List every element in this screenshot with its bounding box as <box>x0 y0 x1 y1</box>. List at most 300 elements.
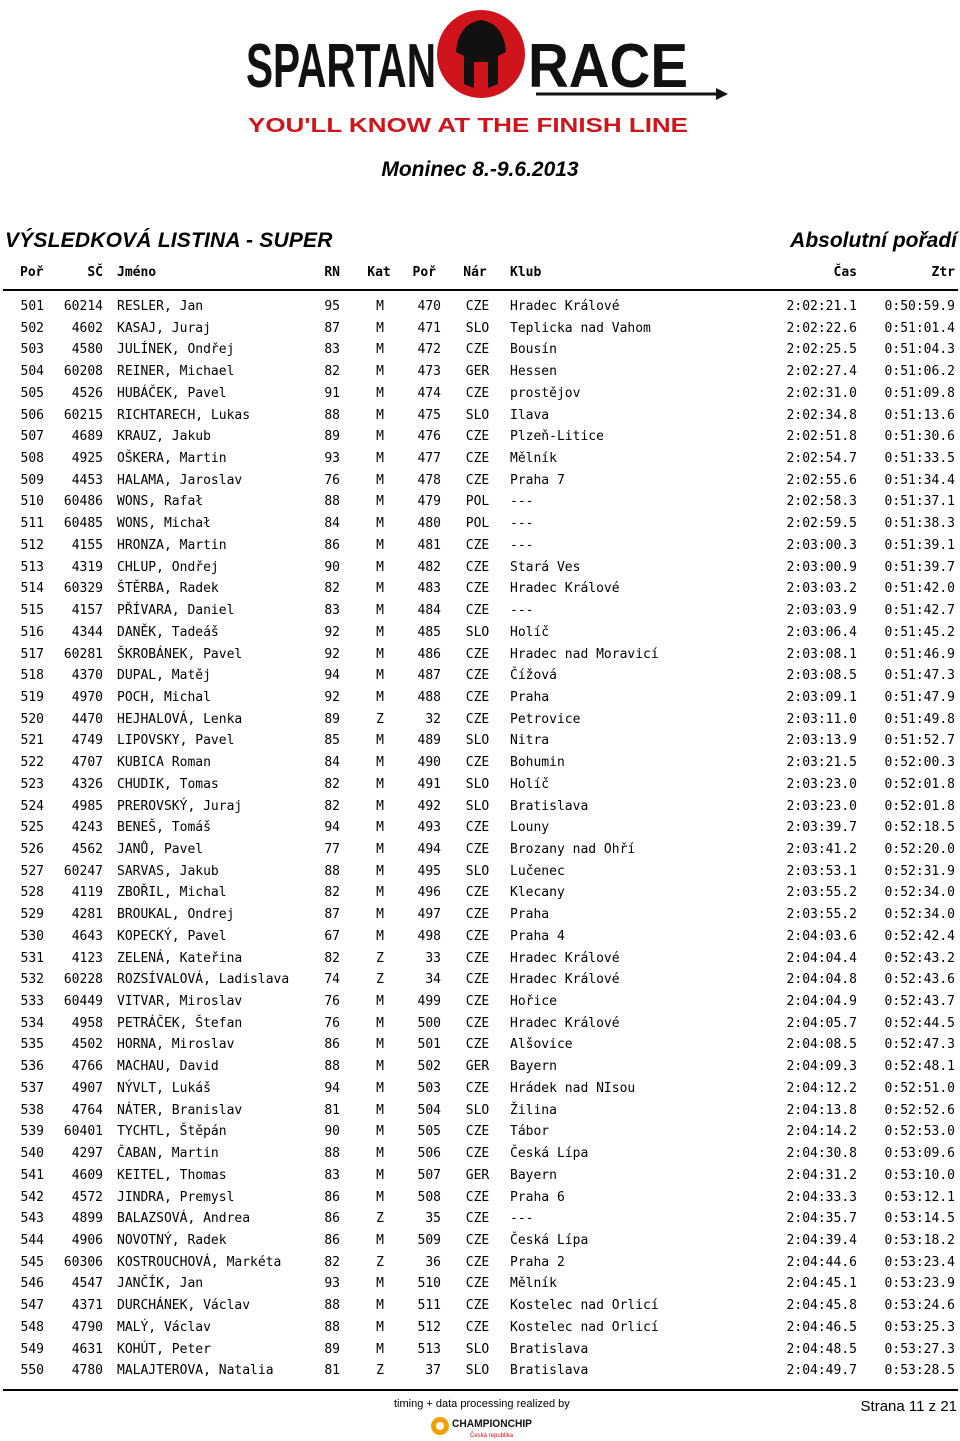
cell-loss: 0:53:12.1 <box>884 1189 955 1205</box>
cell-category-rank: 480 <box>417 516 441 532</box>
cell-birth-year: 89 <box>324 711 340 727</box>
cell-loss: 0:51:45.2 <box>884 624 955 640</box>
cell-club: --- <box>510 603 534 619</box>
cell-category-rank: 484 <box>417 603 441 619</box>
cell-bib: 4906 <box>71 1232 103 1248</box>
cell-nation: CZE <box>465 711 490 727</box>
table-row <box>0 558 960 578</box>
cell-name: NÁTER, Branislav <box>117 1102 243 1118</box>
cell-bib: 4453 <box>71 472 103 488</box>
cell-club: Petrovice <box>510 711 581 727</box>
cell-nation: CZE <box>465 385 490 401</box>
col-header-rank: Poř <box>20 265 44 280</box>
cell-loss: 0:51:47.3 <box>884 668 955 684</box>
cell-birth-year: 82 <box>324 798 340 814</box>
cell-birth-year: 88 <box>324 1146 340 1162</box>
cell-category-rank: 495 <box>417 863 441 879</box>
cell-rank: 519 <box>20 689 44 705</box>
cell-category-rank: 486 <box>417 646 441 662</box>
table-row <box>0 1057 960 1077</box>
cell-nation: POL <box>465 516 490 532</box>
cell-birth-year: 86 <box>324 1232 340 1248</box>
cell-name: POCH, Michal <box>117 689 211 705</box>
cell-bib: 4780 <box>71 1363 103 1379</box>
table-row <box>0 1144 960 1164</box>
cell-loss: 0:52:43.7 <box>884 994 955 1010</box>
cell-category: M <box>376 1080 384 1096</box>
cell-time: 2:04:14.2 <box>786 1124 857 1140</box>
cell-category: Z <box>376 1254 384 1270</box>
cell-bib: 4319 <box>71 559 103 575</box>
col-header-loss: Ztr <box>931 265 955 280</box>
cell-bib: 4326 <box>71 776 103 792</box>
cell-nation: SLO <box>465 1102 490 1118</box>
cell-time: 2:04:03.6 <box>786 928 857 944</box>
cell-category: M <box>376 559 384 575</box>
cell-loss: 0:51:42.7 <box>884 603 955 619</box>
cell-time: 2:04:09.3 <box>786 1059 857 1075</box>
cell-club: Mělník <box>510 1276 557 1292</box>
cell-loss: 0:51:13.6 <box>884 407 955 423</box>
cell-club: Mělník <box>510 451 557 467</box>
cell-bib: 60247 <box>63 863 103 879</box>
cell-birth-year: 82 <box>324 581 340 597</box>
cell-time: 2:02:55.6 <box>786 472 857 488</box>
cell-category-rank: 512 <box>417 1319 441 1335</box>
cell-category: M <box>376 342 384 358</box>
cell-category-rank: 483 <box>417 581 441 597</box>
cell-bib: 4155 <box>71 537 103 553</box>
cell-nation: CZE <box>465 299 490 314</box>
cell-category-rank: 472 <box>417 342 441 358</box>
cell-birth-year: 74 <box>324 972 340 988</box>
table-row <box>0 1340 960 1360</box>
cell-loss: 0:52:43.2 <box>884 950 955 966</box>
cell-category: M <box>376 320 384 336</box>
cell-name: PŘÍVARA, Daniel <box>117 603 235 619</box>
cell-loss: 0:51:30.6 <box>884 429 955 445</box>
cell-bib: 4970 <box>71 689 103 705</box>
cell-name: KASAJ, Juraj <box>117 320 211 336</box>
table-row <box>0 579 960 599</box>
cell-time: 2:04:08.5 <box>786 1037 857 1053</box>
cell-category-rank: 490 <box>417 755 441 771</box>
cell-name: ZBOŘIL, Michal <box>117 885 227 901</box>
cell-club: Nitra <box>510 733 550 749</box>
page-number: Strana 11 z 21 <box>860 1398 957 1415</box>
cell-bib: 4958 <box>71 1015 103 1031</box>
cell-loss: 0:51:47.9 <box>884 689 955 705</box>
cell-name: PETRÁČEK, Štefan <box>117 1015 243 1031</box>
table-row <box>0 1296 960 1316</box>
cell-birth-year: 82 <box>324 776 340 792</box>
cell-name: KEITEL, Thomas <box>117 1167 227 1183</box>
cell-rank: 546 <box>20 1276 44 1292</box>
cell-category-rank: 503 <box>417 1080 441 1096</box>
cell-name: MALÝ, Václav <box>117 1319 211 1335</box>
cell-nation: CZE <box>465 820 490 836</box>
cell-name: HALAMA, Jaroslav <box>117 472 243 488</box>
table-row <box>0 1318 960 1338</box>
cell-nation: SLO <box>465 776 490 792</box>
cell-name: NÝVLT, Lukáš <box>117 1080 211 1096</box>
cell-rank: 541 <box>20 1167 44 1183</box>
cell-name: BROUKAL, Ondrej <box>117 907 235 923</box>
cell-rank: 527 <box>20 863 44 879</box>
cell-category-rank: 497 <box>417 907 441 923</box>
cell-name: ČABAN, Martin <box>117 1146 219 1162</box>
cell-birth-year: 88 <box>324 1298 340 1314</box>
timing-credit: timing + data processing realized by <box>394 1398 570 1410</box>
cell-bib: 4526 <box>71 385 103 401</box>
cell-category: M <box>376 1189 384 1205</box>
cell-loss: 0:52:53.0 <box>884 1124 955 1140</box>
cell-birth-year: 84 <box>324 755 340 771</box>
cell-time: 2:02:31.0 <box>786 385 857 401</box>
cell-rank: 525 <box>20 820 44 836</box>
table-row <box>0 710 960 730</box>
cell-bib: 4297 <box>71 1146 103 1162</box>
cell-birth-year: 92 <box>324 689 340 705</box>
table-row <box>0 753 960 773</box>
cell-birth-year: 67 <box>324 928 340 944</box>
cell-nation: POL <box>465 494 490 510</box>
championchip-logo <box>430 1412 534 1440</box>
cell-category-rank: 494 <box>417 842 441 857</box>
cell-category: M <box>376 1232 384 1248</box>
cell-loss: 0:51:42.0 <box>884 581 955 597</box>
cell-loss: 0:51:01.4 <box>884 320 955 336</box>
svg-text:CHAMPIONCHIP: CHAMPIONCHIP <box>452 1418 532 1430</box>
cell-club: --- <box>510 516 534 532</box>
cell-category-rank: 504 <box>417 1102 441 1118</box>
cell-loss: 0:51:38.3 <box>884 516 955 532</box>
cell-club: Lučenec <box>510 863 565 879</box>
cell-rank: 543 <box>20 1211 44 1227</box>
cell-name: CHLUP, Ondřej <box>117 559 219 575</box>
cell-bib: 60485 <box>63 516 103 532</box>
cell-name: HRONZA, Martin <box>117 537 227 553</box>
cell-birth-year: 94 <box>324 1080 340 1096</box>
cell-loss: 0:53:27.3 <box>884 1341 955 1357</box>
cell-bib: 4707 <box>71 755 103 771</box>
cell-birth-year: 90 <box>324 1124 340 1140</box>
cell-nation: CZE <box>465 603 490 619</box>
cell-birth-year: 82 <box>324 364 340 380</box>
cell-club: Kostelec nad Orlicí <box>510 1319 659 1335</box>
cell-time: 2:04:45.1 <box>786 1276 857 1292</box>
cell-birth-year: 89 <box>324 429 340 445</box>
order-title: Absolutní pořadí <box>790 229 957 252</box>
cell-club: Bratislava <box>510 1363 589 1379</box>
cell-birth-year: 82 <box>324 885 340 901</box>
cell-birth-year: 88 <box>324 863 340 879</box>
cell-nation: CZE <box>465 451 490 467</box>
cell-loss: 0:52:01.8 <box>884 798 955 814</box>
cell-time: 2:04:05.7 <box>786 1015 857 1031</box>
cell-category-rank: 507 <box>417 1167 441 1183</box>
cell-rank: 547 <box>20 1298 44 1314</box>
cell-nation: CZE <box>465 342 490 358</box>
cell-time: 2:03:09.1 <box>786 689 857 705</box>
table-row <box>0 536 960 556</box>
cell-category: M <box>376 842 384 857</box>
cell-bib: 4766 <box>71 1059 103 1075</box>
table-row <box>0 1209 960 1229</box>
cell-loss: 0:53:23.4 <box>884 1254 955 1270</box>
cell-club: Praha 7 <box>510 472 565 488</box>
cell-bib: 4580 <box>71 342 103 358</box>
cell-birth-year: 88 <box>324 1059 340 1075</box>
cell-rank: 531 <box>20 950 44 966</box>
table-row <box>0 1035 960 1055</box>
col-header-category-rank: Poř <box>412 265 436 280</box>
cell-rank: 509 <box>20 472 44 488</box>
cell-category-rank: 506 <box>417 1146 441 1162</box>
cell-time: 2:03:08.1 <box>786 646 857 662</box>
cell-category-rank: 473 <box>417 364 441 380</box>
cell-loss: 0:52:00.3 <box>884 755 955 771</box>
cell-nation: CZE <box>465 668 490 684</box>
cell-rank: 510 <box>20 494 44 510</box>
cell-time: 2:03:23.0 <box>786 798 857 814</box>
cell-category-rank: 513 <box>417 1341 441 1357</box>
cell-club: Klecany <box>510 885 565 901</box>
cell-name: PREROVSKÝ, Juraj <box>117 798 243 814</box>
cell-category-rank: 488 <box>417 689 441 705</box>
cell-loss: 0:52:44.5 <box>884 1015 955 1031</box>
cell-time: 2:04:48.5 <box>786 1341 857 1357</box>
cell-loss: 0:52:48.1 <box>884 1059 955 1075</box>
cell-club: Bratislava <box>510 798 589 814</box>
cell-name: DURCHÁNEK, Václav <box>117 1298 251 1314</box>
cell-birth-year: 76 <box>324 994 340 1010</box>
spartan-race-logo <box>236 4 736 144</box>
cell-rank: 540 <box>20 1146 44 1162</box>
cell-rank: 523 <box>20 776 44 792</box>
cell-name: KRAUZ, Jakub <box>117 429 211 445</box>
cell-category: M <box>376 863 384 879</box>
cell-bib: 4119 <box>71 885 103 901</box>
cell-rank: 518 <box>20 668 44 684</box>
cell-bib: 60281 <box>63 646 103 662</box>
cell-name: RICHTARECH, Lukas <box>117 407 251 423</box>
table-header <box>0 263 960 283</box>
cell-bib: 4370 <box>71 668 103 684</box>
cell-birth-year: 92 <box>324 624 340 640</box>
cell-category-rank: 492 <box>417 798 441 814</box>
cell-club: Tábor <box>510 1124 550 1140</box>
cell-category: M <box>376 907 384 923</box>
cell-category: M <box>376 624 384 640</box>
cell-category-rank: 489 <box>417 733 441 749</box>
cell-club: Hořice <box>510 994 557 1010</box>
cell-loss: 0:51:49.8 <box>884 711 955 727</box>
table-row <box>0 1274 960 1294</box>
svg-text:Česká republika: Česká republika <box>470 1433 514 1439</box>
cell-time: 2:04:35.7 <box>786 1211 857 1227</box>
cell-bib: 4371 <box>71 1298 103 1314</box>
cell-loss: 0:53:09.6 <box>884 1146 955 1162</box>
table-row <box>0 1122 960 1142</box>
cell-time: 2:03:11.0 <box>786 711 857 727</box>
cell-time: 2:03:03.9 <box>786 603 857 619</box>
cell-bib: 4925 <box>71 451 103 467</box>
cell-loss: 0:52:31.9 <box>884 863 955 879</box>
cell-time: 2:02:54.7 <box>786 451 857 467</box>
cell-category: M <box>376 689 384 705</box>
cell-birth-year: 86 <box>324 1037 340 1053</box>
cell-loss: 0:51:52.7 <box>884 733 955 749</box>
cell-bib: 60306 <box>63 1254 103 1270</box>
cell-category: M <box>376 820 384 836</box>
col-header-bib: SČ <box>87 265 103 280</box>
cell-loss: 0:50:59.9 <box>884 299 955 314</box>
cell-loss: 0:53:23.9 <box>884 1276 955 1292</box>
cell-rank: 537 <box>20 1080 44 1096</box>
table-row <box>0 797 960 817</box>
table-row <box>0 840 960 860</box>
cell-time: 2:03:03.2 <box>786 581 857 597</box>
cell-club: Bousín <box>510 342 557 358</box>
cell-time: 2:03:55.2 <box>786 885 857 901</box>
cell-name: WONS, Michał <box>117 516 211 532</box>
table-row <box>0 927 960 947</box>
cell-time: 2:03:00.9 <box>786 559 857 575</box>
cell-category: M <box>376 516 384 532</box>
cell-club: Louny <box>510 820 550 836</box>
cell-rank: 508 <box>20 451 44 467</box>
cell-loss: 0:52:34.0 <box>884 907 955 923</box>
cell-category-rank: 500 <box>417 1015 441 1031</box>
cell-rank: 522 <box>20 755 44 771</box>
cell-rank: 539 <box>20 1124 44 1140</box>
cell-rank: 505 <box>20 385 44 401</box>
cell-time: 2:02:59.5 <box>786 516 857 532</box>
cell-loss: 0:51:06.2 <box>884 364 955 380</box>
col-header-club: Klub <box>510 265 542 280</box>
cell-club: Hradec nad Moravicí <box>510 646 659 662</box>
cell-category-rank: 474 <box>417 385 441 401</box>
table-row <box>0 384 960 404</box>
col-header-time: Čas <box>833 265 857 280</box>
cell-rank: 501 <box>20 299 44 314</box>
cell-category: M <box>376 385 384 401</box>
cell-loss: 0:52:18.5 <box>884 820 955 836</box>
table-row <box>0 362 960 382</box>
cell-loss: 0:51:34.4 <box>884 472 955 488</box>
cell-rank: 542 <box>20 1189 44 1205</box>
cell-loss: 0:51:09.8 <box>884 385 955 401</box>
cell-category: Z <box>376 972 384 988</box>
cell-rank: 530 <box>20 928 44 944</box>
cell-bib: 4899 <box>71 1211 103 1227</box>
cell-rank: 545 <box>20 1254 44 1270</box>
cell-bib: 4243 <box>71 820 103 836</box>
cell-rank: 516 <box>20 624 44 640</box>
cell-time: 2:04:46.5 <box>786 1319 857 1335</box>
cell-name: JANŮ, Pavel <box>117 842 204 857</box>
cell-bib: 60214 <box>63 299 103 314</box>
cell-category: M <box>376 1167 384 1183</box>
cell-rank: 529 <box>20 907 44 923</box>
cell-club: Teplicka nad Vahom <box>510 320 651 336</box>
cell-category: M <box>376 603 384 619</box>
cell-club: Hradec Králové <box>510 581 620 597</box>
cell-bib: 60208 <box>63 364 103 380</box>
cell-club: Česká Lípa <box>510 1232 589 1248</box>
cell-name: BALAZSOVÁ, Andrea <box>117 1211 251 1227</box>
cell-club: Holíč <box>510 776 550 792</box>
cell-category-rank: 493 <box>417 820 441 836</box>
table-row <box>0 1188 960 1208</box>
cell-birth-year: 88 <box>324 494 340 510</box>
table-row <box>0 492 960 512</box>
cell-club: Česká Lípa <box>510 1146 589 1162</box>
cell-rank: 506 <box>20 407 44 423</box>
cell-nation: CZE <box>465 581 490 597</box>
cell-category-rank: 496 <box>417 885 441 901</box>
cell-nation: CZE <box>465 1211 490 1227</box>
cell-category: M <box>376 668 384 684</box>
cell-time: 2:02:25.5 <box>786 342 857 358</box>
cell-loss: 0:51:39.7 <box>884 559 955 575</box>
cell-time: 2:03:39.7 <box>786 820 857 836</box>
cell-time: 2:03:21.5 <box>786 755 857 771</box>
svg-text:RACE: RACE <box>528 32 688 101</box>
cell-club: Praha 4 <box>510 928 565 944</box>
cell-birth-year: 85 <box>324 733 340 749</box>
cell-nation: CZE <box>465 1124 490 1140</box>
table-row <box>0 949 960 969</box>
cell-club: Praha 2 <box>510 1254 565 1270</box>
cell-loss: 0:53:18.2 <box>884 1232 955 1248</box>
cell-name: LIPOVSKY, Pavel <box>117 733 235 749</box>
cell-category: M <box>376 928 384 944</box>
cell-name: ROZSÍVALOVÁ, Ladislava <box>117 972 290 988</box>
cell-club: Hradec Králové <box>510 950 620 966</box>
cell-rank: 534 <box>20 1015 44 1031</box>
table-row <box>0 992 960 1012</box>
cell-rank: 521 <box>20 733 44 749</box>
cell-category: Z <box>376 711 384 727</box>
cell-category: M <box>376 1341 384 1357</box>
cell-time: 2:03:53.1 <box>786 863 857 879</box>
col-header-name: Jméno <box>117 265 157 280</box>
cell-birth-year: 95 <box>324 299 340 314</box>
cell-nation: CZE <box>465 559 490 575</box>
cell-time: 2:04:33.3 <box>786 1189 857 1205</box>
cell-category-rank: 33 <box>425 950 441 966</box>
cell-name: NOVOTNÝ, Radek <box>117 1232 227 1248</box>
cell-time: 2:02:58.3 <box>786 494 857 510</box>
cell-category: Z <box>376 950 384 966</box>
cell-club: Ilava <box>510 407 550 423</box>
cell-loss: 0:53:25.3 <box>884 1319 955 1335</box>
cell-category: Z <box>376 1363 384 1379</box>
cell-birth-year: 88 <box>324 407 340 423</box>
table-row <box>0 775 960 795</box>
cell-category-rank: 502 <box>417 1059 441 1075</box>
cell-bib: 4547 <box>71 1276 103 1292</box>
table-row <box>0 1231 960 1251</box>
svg-text:YOU'LL KNOW AT THE FINISH LINE: YOU'LL KNOW AT THE FINISH LINE <box>248 115 688 137</box>
cell-name: DANĚK, Tadeáš <box>117 624 219 640</box>
cell-club: Brozany nad Ohří <box>510 842 636 857</box>
cell-time: 2:04:04.4 <box>786 950 857 966</box>
cell-name: HUBÁČEK, Pavel <box>117 385 227 401</box>
cell-nation: SLO <box>465 798 490 814</box>
